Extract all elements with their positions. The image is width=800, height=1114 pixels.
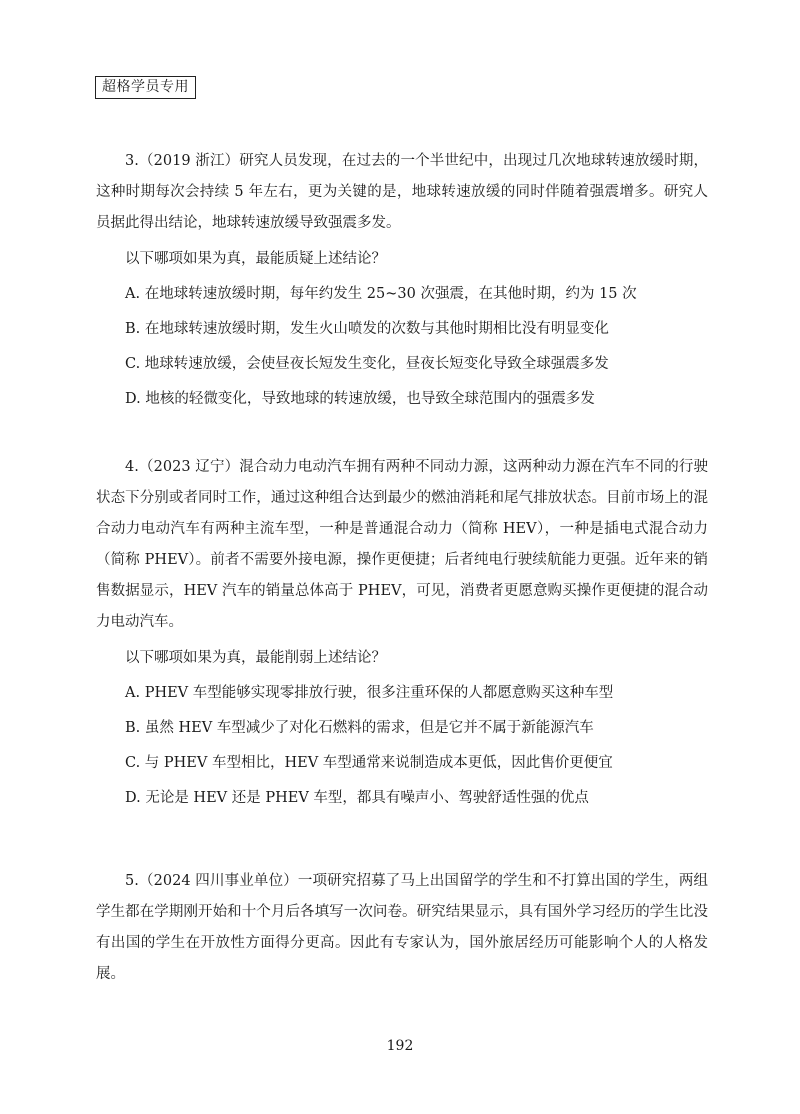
question-stem: 5.（2024 四川事业单位）一项研究招募了马上出国留学的学生和不打算出国的学生，两组学生都在学期刚开始和十个月后各填写一次问卷。研究结果显示，具有国外学习经历的学生比没有出国的学生在开放性方面得分更高。因此有专家认为，国外旅居经历可能影响个人的人格发展。: [96, 873, 708, 982]
question-stem: 3.（2019 浙江）研究人员发现，在过去的一个半世纪中，出现过几次地球转速放缓时期，这种时期每次会持续 5 年左右，更为关键的是，地球转速放缓的同时伴随着强震增多。研究人员据此得出结论，地球转速放缓导致强震多发。: [96, 153, 708, 231]
option-d: D. 无论是 HEV 还是 PHEV 车型，都具有噪声小、驾驶舒适性强的优点: [125, 790, 589, 806]
option-b: B. 虽然 HEV 车型减少了对化石燃料的需求，但是它并不属于新能源汽车: [125, 720, 594, 736]
question-ask: 以下哪项如果为真，最能削弱上述结论？: [125, 650, 386, 666]
option-a: A. 在地球转速放缓时期，每年约发生 25~30 次强震，在其他时期，约为 15 次: [125, 286, 637, 302]
question-3: [96, 146, 708, 415]
option-b: B. 在地球转速放缓时期，发生火山喷发的次数与其他时期相比没有明显变化: [125, 321, 609, 337]
question-ask: 以下哪项如果为真，最能质疑上述结论？: [125, 251, 386, 267]
header-tag: 超格学员专用: [95, 76, 196, 99]
option-a: A. PHEV 车型能够实现零排放行驶，很多注重环保的人都愿意购买这种车型: [125, 685, 614, 701]
option-d: D. 地核的轻微变化，导致地球的转速放缓，也导致全球范围内的强震多发: [125, 391, 595, 407]
option-c: C. 地球转速放缓，会使昼夜长短发生变化，昼夜长短变化导致全球强震多发: [125, 356, 609, 372]
question-4: [96, 452, 708, 814]
page-number: 192: [386, 1038, 414, 1054]
question-5: [96, 866, 708, 990]
question-stem: 4.（2023 辽宁）混合动力电动汽车拥有两种不同动力源，这两种动力源在汽车不同的行驶状态下分别或者同时工作，通过这种组合达到最少的燃油消耗和尾气排放状态。目前市场上的混合动力电动汽车有两种主流车型，一种是普通混合动力（简称 HEV），一种是插电式混合动力（简称 PHEV）。前者不需要外接电源，操作更便捷；后者纯电行驶续航能力更强。近年来的销售数据显示，HEV 汽车的销量总体高于 PHEV，可见，消费者更愿意购买操作更便捷的混合动力电动汽车。: [96, 459, 708, 630]
option-c: C. 与 PHEV 车型相比，HEV 车型通常来说制造成本更低，因此售价更便宜: [125, 755, 613, 771]
